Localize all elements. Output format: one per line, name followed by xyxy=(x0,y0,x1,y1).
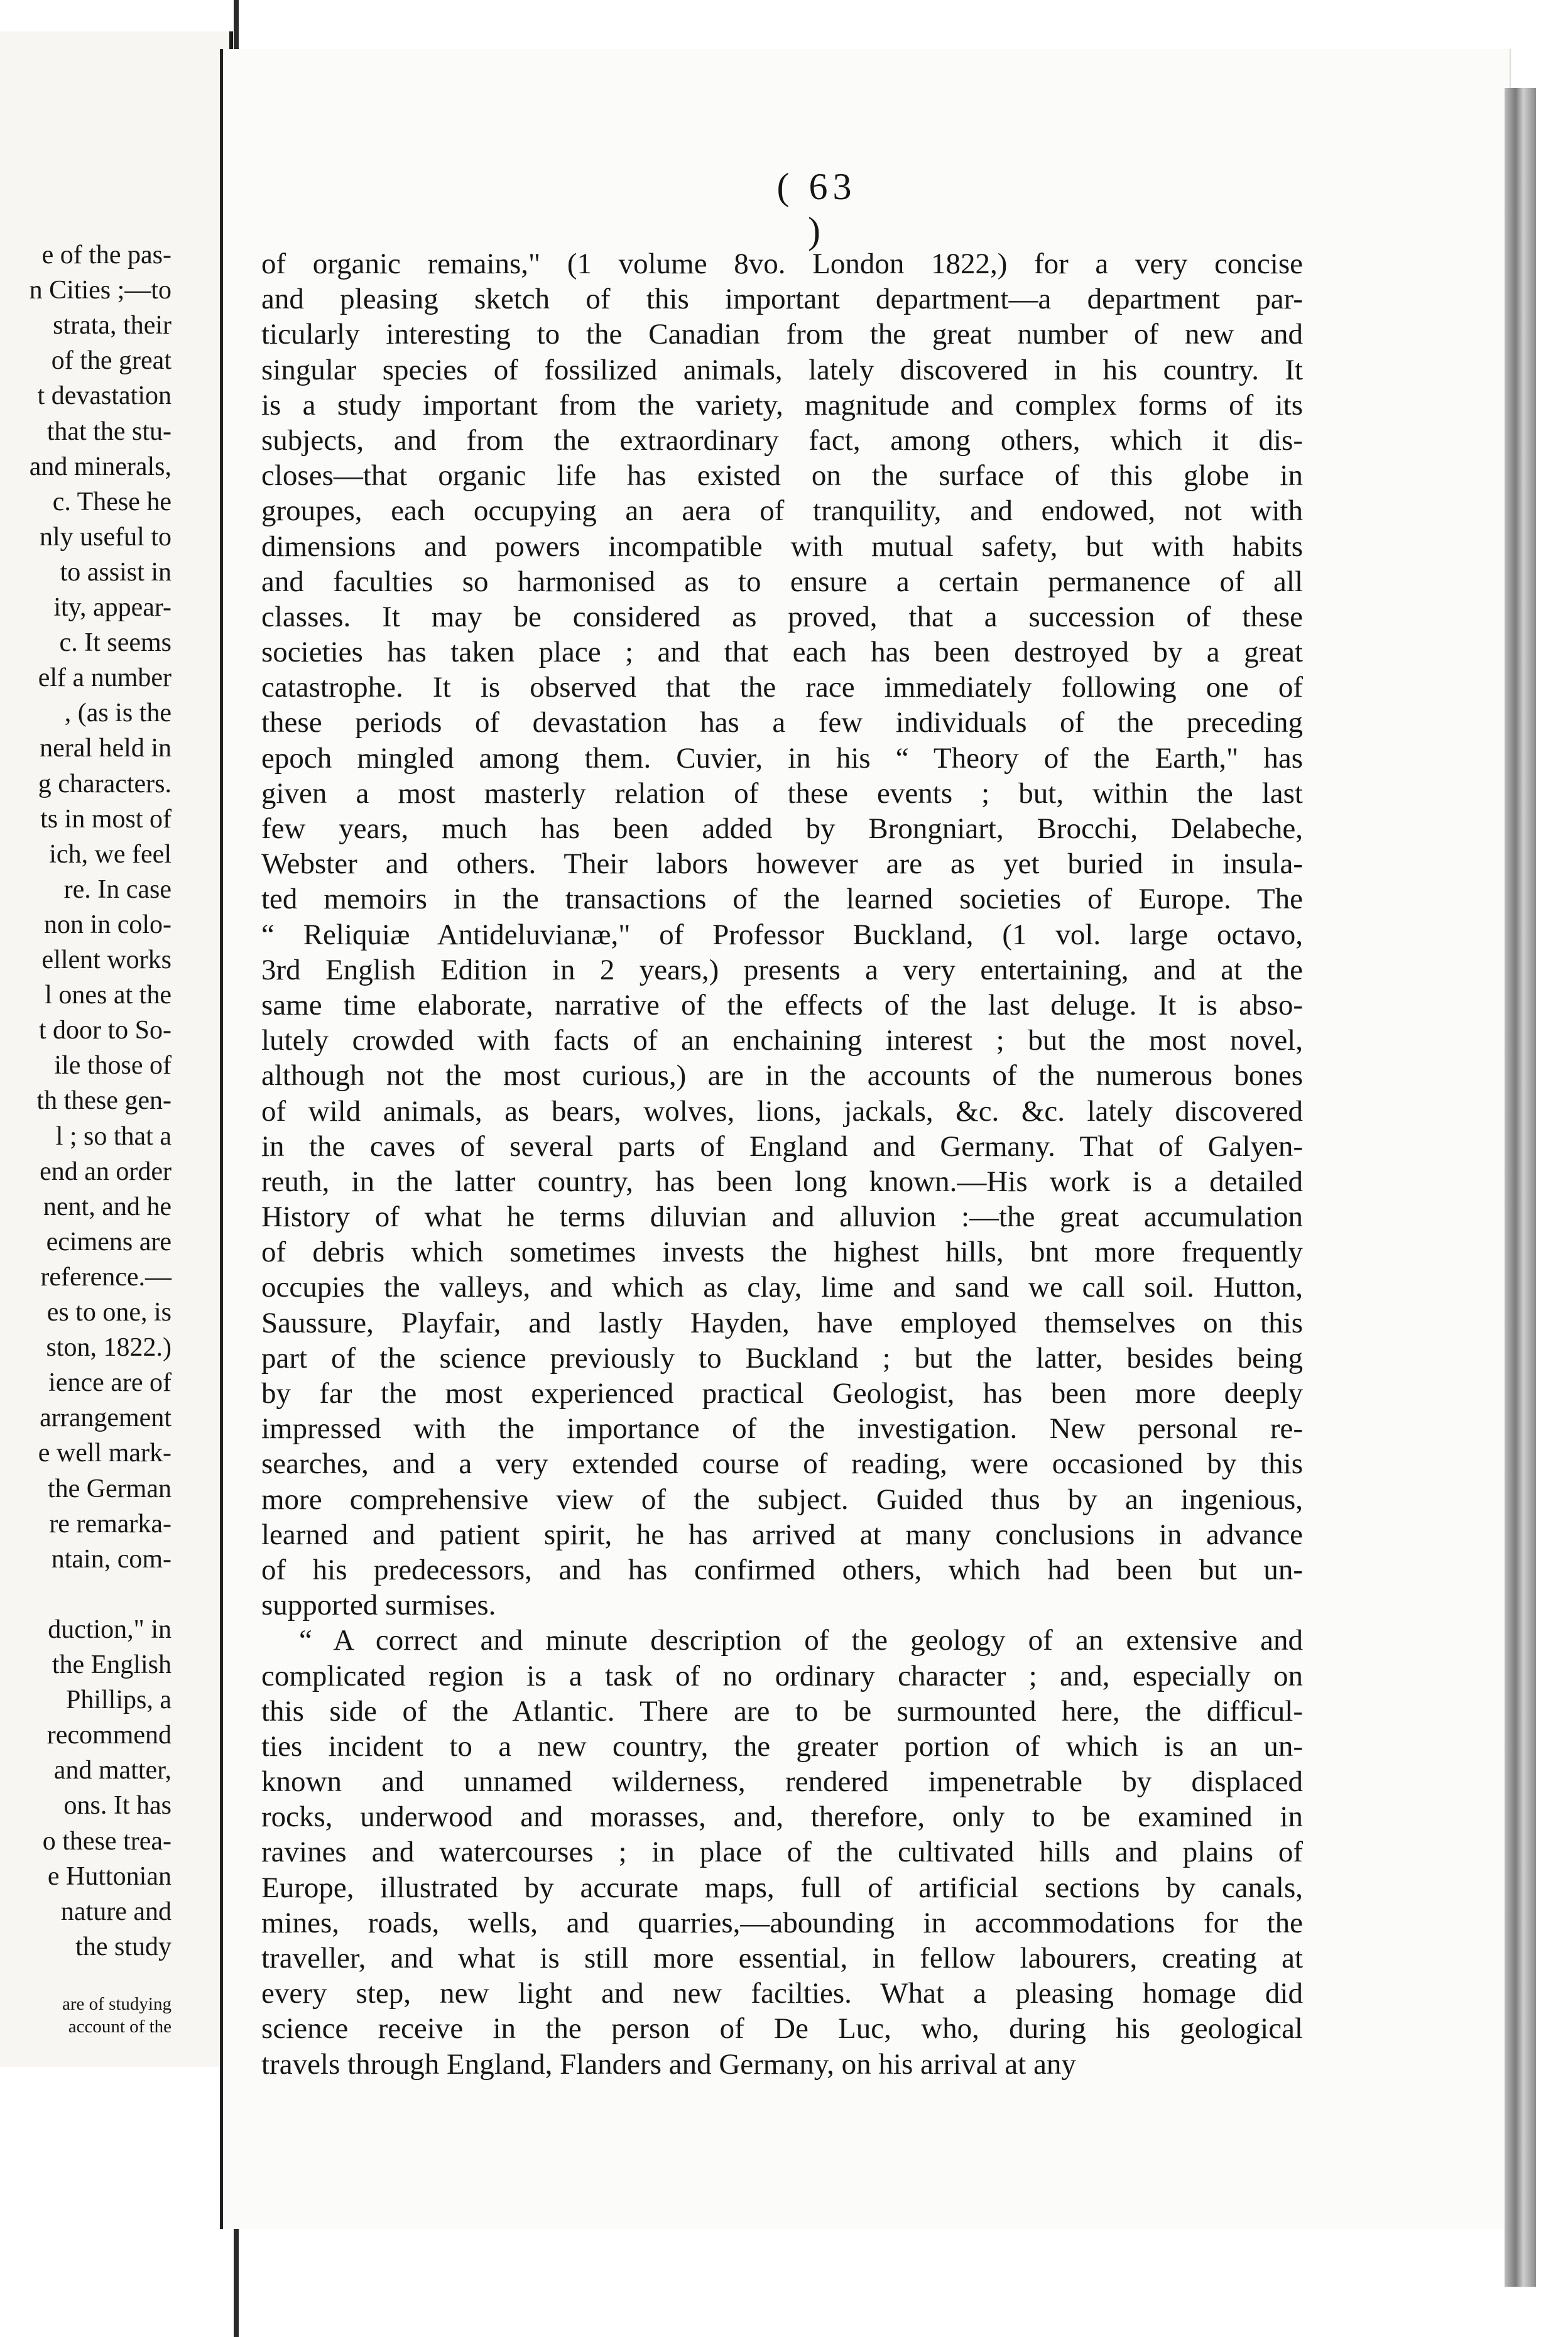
text-line: given a most masterly relation of these events ; but, within the last xyxy=(261,776,1303,810)
text-line: Saussure, Playfair, and lastly Hayden, have employed themselves on this xyxy=(261,1306,1303,1339)
left-page-line: re. In case xyxy=(63,874,172,904)
left-page-line: t door to So- xyxy=(38,1016,172,1045)
left-page-line: e Huttonian xyxy=(47,1861,172,1891)
text-line: reuth, in the latter country, has been long known.—His work is a detailed xyxy=(261,1165,1303,1198)
text-line: known and unnamed wilderness, rendered impenetrable by displaced xyxy=(261,1765,1303,1799)
page-number: ( 63 ) xyxy=(776,166,857,251)
left-page-line: reference.— xyxy=(40,1262,172,1292)
page-edge xyxy=(1505,88,1536,2287)
left-page-line: ellent works xyxy=(41,945,172,974)
text-line: rocks, underwood and morasses, and, therefore, only to be examined in xyxy=(261,1800,1303,1834)
body-text xyxy=(261,246,1303,2082)
text-line: science receive in the person of De Luc, who, during his geological xyxy=(261,2012,1303,2046)
text-line: subjects, and from the extraordinary fact, among others, which it dis- xyxy=(261,423,1303,457)
left-page-line: to assist in xyxy=(60,557,172,587)
text-line: travels through England, Flanders and Germany, on his arrival at any xyxy=(261,2047,1076,2081)
text-line: classes. It may be considered as proved, that a succession of these xyxy=(261,600,1303,633)
text-line: these periods of devastation has a few individuals of the preceding xyxy=(261,706,1303,739)
text-line: ties incident to a new country, the greater portion of which is an un- xyxy=(261,1730,1303,1763)
left-page-footnote-line: account of the xyxy=(68,2017,172,2037)
text-line: and pleasing sketch of this important department—a department par- xyxy=(261,283,1303,316)
left-page-footnote-line: are of studying xyxy=(62,1994,172,2014)
left-page-line: the English xyxy=(52,1650,172,1679)
text-line: complicated region is a task of no ordinary character ; and, especially on xyxy=(261,1659,1303,1692)
text-line: by far the most experienced practical Geologist, has been more deeply xyxy=(261,1377,1303,1410)
left-page-line: , (as is the xyxy=(64,699,172,728)
left-page-line: nent, and he xyxy=(43,1192,172,1221)
left-page-line: strata, their xyxy=(53,311,172,340)
text-line: of wild animals, as bears, wolves, lions, jackals, &c. &c. lately discovered xyxy=(261,1094,1303,1128)
left-page-line: nly useful to xyxy=(40,522,172,552)
text-line: Webster and others. Their labors however are as yet buried in insula- xyxy=(261,847,1303,881)
text-line: occupies the valleys, and which as clay, lime and sand we call soil. Hutton, xyxy=(261,1271,1303,1304)
text-line: same time elaborate, narrative of the effects of the last deluge. It is abso- xyxy=(261,988,1303,1021)
left-page-line: g characters. xyxy=(38,769,172,798)
text-line: and faculties so harmonised as to ensure a certain permanence of all xyxy=(261,565,1303,598)
left-page-line: e well mark- xyxy=(38,1439,172,1468)
text-line: groupes, each occupying an aera of tranquility, and endowed, not with xyxy=(261,494,1303,528)
left-page-line: duction," in xyxy=(48,1615,172,1644)
text-line: mines, roads, wells, and quarries,—abounding in accommodations for the xyxy=(261,1906,1303,1939)
left-page-line: end an order xyxy=(40,1157,172,1186)
left-page-line: l ; so that a xyxy=(55,1121,172,1151)
text-line: in the caves of several parts of England and Germany. That of Galyen- xyxy=(261,1130,1303,1163)
text-line: catastrophe. It is observed that the race immediately following one of xyxy=(261,671,1303,704)
left-page-line: ston, 1822.) xyxy=(46,1333,172,1363)
left-page-line: ts in most of xyxy=(40,804,172,834)
left-page-line: and matter, xyxy=(53,1756,172,1785)
left-page-line: non in colo- xyxy=(44,910,172,939)
left-page-line: ons. It has xyxy=(63,1791,172,1821)
left-page-line: l ones at the xyxy=(45,981,172,1010)
left-page-line: es to one, is xyxy=(46,1298,172,1327)
left-page-line: re remarka- xyxy=(49,1509,172,1539)
text-line: of organic remains," (1 volume 8vo. London 1822,) for a very concise xyxy=(261,248,1303,280)
text-line: supported surmises. xyxy=(261,1589,496,1622)
text-line: lutely crowded with facts of an enchaining interest ; but the most novel, xyxy=(261,1024,1303,1057)
left-page-line: t devastation xyxy=(37,381,172,411)
text-line: more comprehensive view of the subject. Guided thus by an ingenious, xyxy=(261,1483,1303,1516)
left-page-line: of the great xyxy=(51,346,172,376)
text-line: is a study important from the variety, magnitude and complex forms of its xyxy=(261,388,1303,422)
left-page-line: the study xyxy=(75,1932,172,1961)
left-page-line: ich, we feel xyxy=(49,839,172,869)
left-page-line: nature and xyxy=(60,1897,172,1926)
left-page-line: ecimens are xyxy=(46,1227,172,1256)
text-line: closes—that organic life has existed on the surface of this globe in xyxy=(261,459,1303,493)
left-page-line: neral held in xyxy=(40,734,172,763)
left-page-line: that the stu- xyxy=(46,417,172,446)
text-line: searches, and a very extended course of reading, were occasioned by this xyxy=(261,1447,1303,1481)
left-page-line: n Cities ;—to xyxy=(29,276,172,305)
left-page-line: ity, appear- xyxy=(53,593,172,622)
text-line: impressed with the importance of the investigation. New personal re- xyxy=(261,1412,1303,1446)
text-line: this side of the Atlantic. There are to be surmounted here, the difficul- xyxy=(261,1694,1303,1728)
left-page-line: ile those of xyxy=(54,1051,172,1081)
text-line: every step, new light and new facilties. What a pleasing homage did xyxy=(261,1977,1303,2010)
left-page-line: recommend xyxy=(46,1721,172,1750)
left-page-line: c. It seems xyxy=(59,628,172,658)
text-line: although not the most curious,) are in the accounts of the numerous bones xyxy=(261,1059,1303,1092)
left-page-line: c. These he xyxy=(52,487,172,516)
text-line: part of the science previously to Buckland ; but the latter, besides being xyxy=(261,1341,1303,1375)
text-line: of debris which sometimes invests the highest hills, bnt more frequently xyxy=(261,1236,1303,1269)
text-line: Europe, illustrated by accurate maps, full of artificial sections by canals, xyxy=(261,1871,1303,1904)
left-page-line: arrangement xyxy=(40,1403,172,1433)
text-line: “ A correct and minute description of the geology of an extensive and xyxy=(299,1624,1303,1657)
text-line: few years, much has been added by Brongniart, Brocchi, Delabeche, xyxy=(261,812,1303,845)
text-line: societies has taken place ; and that each has been destroyed by a great xyxy=(261,636,1303,669)
text-line: learned and patient spirit, he has arrived at many conclusions in advance xyxy=(261,1518,1303,1551)
left-page-line: o these trea- xyxy=(42,1826,172,1856)
text-line: epoch mingled among them. Cuvier, in his “ Theory of the Earth," has xyxy=(261,741,1303,775)
text-line: singular species of fossilized animals, lately discovered in his country. It xyxy=(261,353,1303,386)
left-page-line: the German xyxy=(47,1474,172,1503)
left-page-line: e of the pas- xyxy=(41,241,172,270)
text-line: History of what he terms diluvian and alluvion :—the great accumulation xyxy=(261,1201,1303,1234)
left-page-line: elf a number xyxy=(38,663,172,693)
left-page-line: ntain, com- xyxy=(51,1544,172,1574)
text-line: of his predecessors, and has confirmed others, which had been but un- xyxy=(261,1553,1303,1586)
text-line: ravines and watercourses ; in place of the cultivated hills and plains of xyxy=(261,1836,1303,1869)
text-line: dimensions and powers incompatible with mutual safety, but with habits xyxy=(261,530,1303,563)
text-line: ticularly interesting to the Canadian from the great number of new and xyxy=(261,318,1303,351)
left-page-line: ience are of xyxy=(48,1368,172,1398)
text-line: traveller, and what is still more essential, in fellow labourers, creating at xyxy=(261,1942,1303,1975)
text-line: 3rd English Edition in 2 years,) presents a very entertaining, and at the xyxy=(261,953,1303,986)
left-page-line: Phillips, a xyxy=(65,1686,172,1715)
left-page-line: and minerals, xyxy=(29,452,172,481)
text-line: “ Reliquiæ Antideluvianæ," of Professor Buckland, (1 vol. large octavo, xyxy=(261,918,1303,951)
left-page-line: th these gen- xyxy=(36,1086,172,1116)
left-page-fragment xyxy=(0,31,233,2067)
text-line: ted memoirs in the transactions of the learned societies of Europe. The xyxy=(261,883,1303,916)
